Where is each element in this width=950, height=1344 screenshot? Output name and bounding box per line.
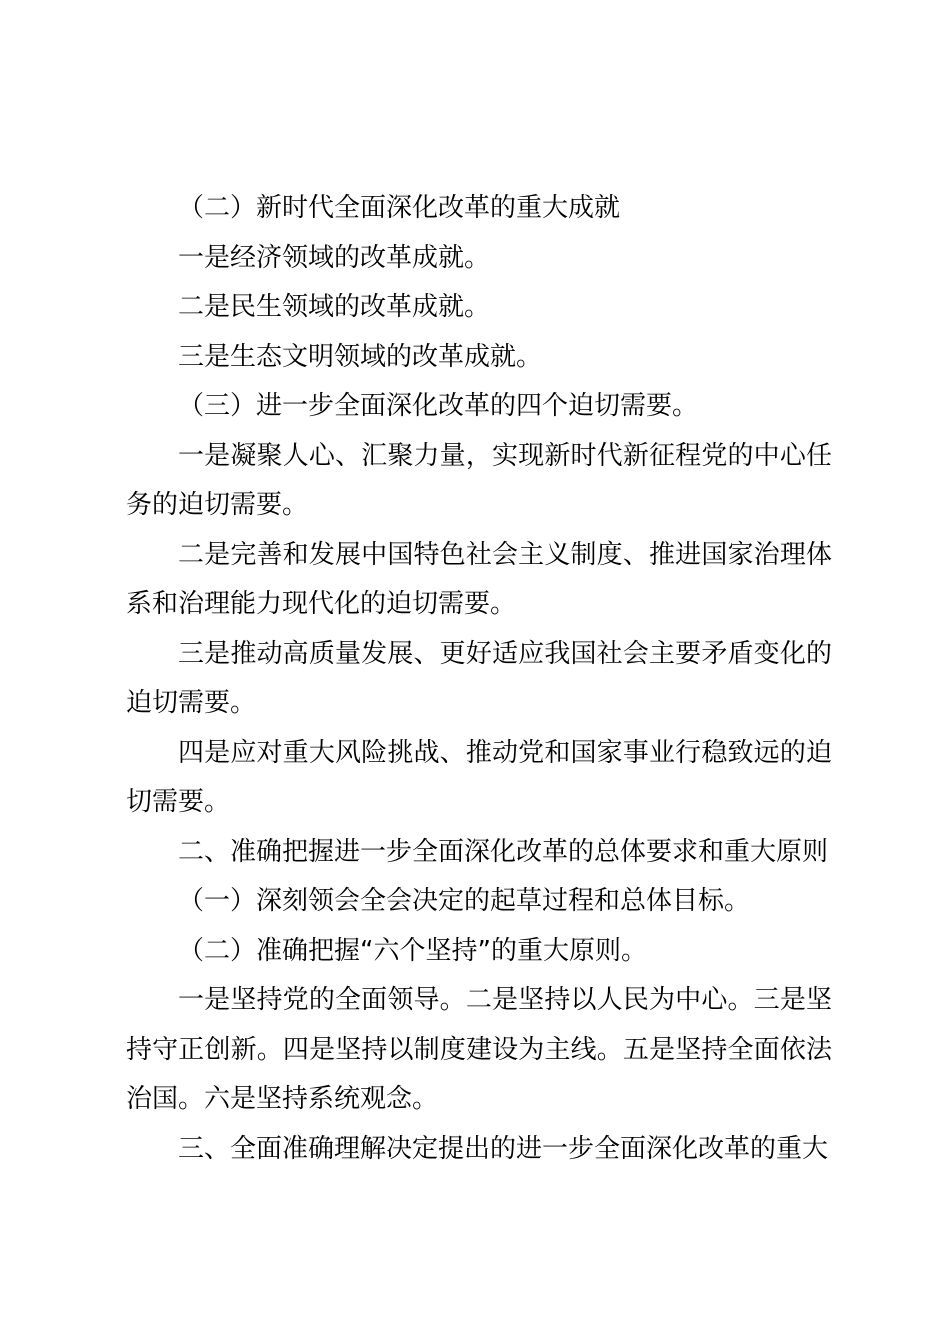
paragraph-need-three: 三是推动高质量发展、更好适应我国社会主要矛盾变化的迫切需要。 — [126, 638, 832, 718]
paragraph-need-two: 二是完善和发展中国特色社会主义制度、推进国家治理体系和治理能力现代化的迫切需要。 — [126, 539, 832, 619]
section-heading-six-principles: （二）准确把握“六个坚持”的重大原则。 — [178, 935, 647, 966]
paragraph-economic-reform: 一是经济领域的改革成就。 — [178, 242, 491, 273]
paragraph-need-one: 一是凝聚人心、汇聚力量，实现新时代新征程党的中心任务的迫切需要。 — [126, 440, 832, 520]
paragraph-need-four: 四是应对重大风险挑战、推动党和国家事业行稳致远的迫切需要。 — [126, 737, 832, 817]
section-heading-four-needs: （三）进一步全面深化改革的四个迫切需要。 — [178, 391, 699, 421]
paragraph-ecological-reform: 三是生态文明领域的改革成就。 — [178, 341, 543, 372]
section-heading-achievements: （二）新时代全面深化改革的重大成就 — [178, 193, 621, 223]
paragraph-six-principles: 一是坚持党的全面领导。二是坚持以人民为中心。三是坚持守正创新。四是坚持以制度建设为主线。五是坚持全面依法治国。六是坚持系统观念。 — [126, 985, 832, 1114]
chapter-heading-three: 三、全面准确理解决定提出的进一步全面深化改革的重大 — [178, 1133, 829, 1164]
document-body — [126, 184, 832, 1174]
paragraph-livelihood-reform: 二是民生领域的改革成就。 — [178, 292, 491, 322]
chapter-heading-two: 二、准确把握进一步全面深化改革的总体要求和重大原则 — [178, 836, 829, 867]
section-heading-drafting-goals: （一）深刻领会全会决定的起草过程和总体目标。 — [178, 886, 751, 916]
